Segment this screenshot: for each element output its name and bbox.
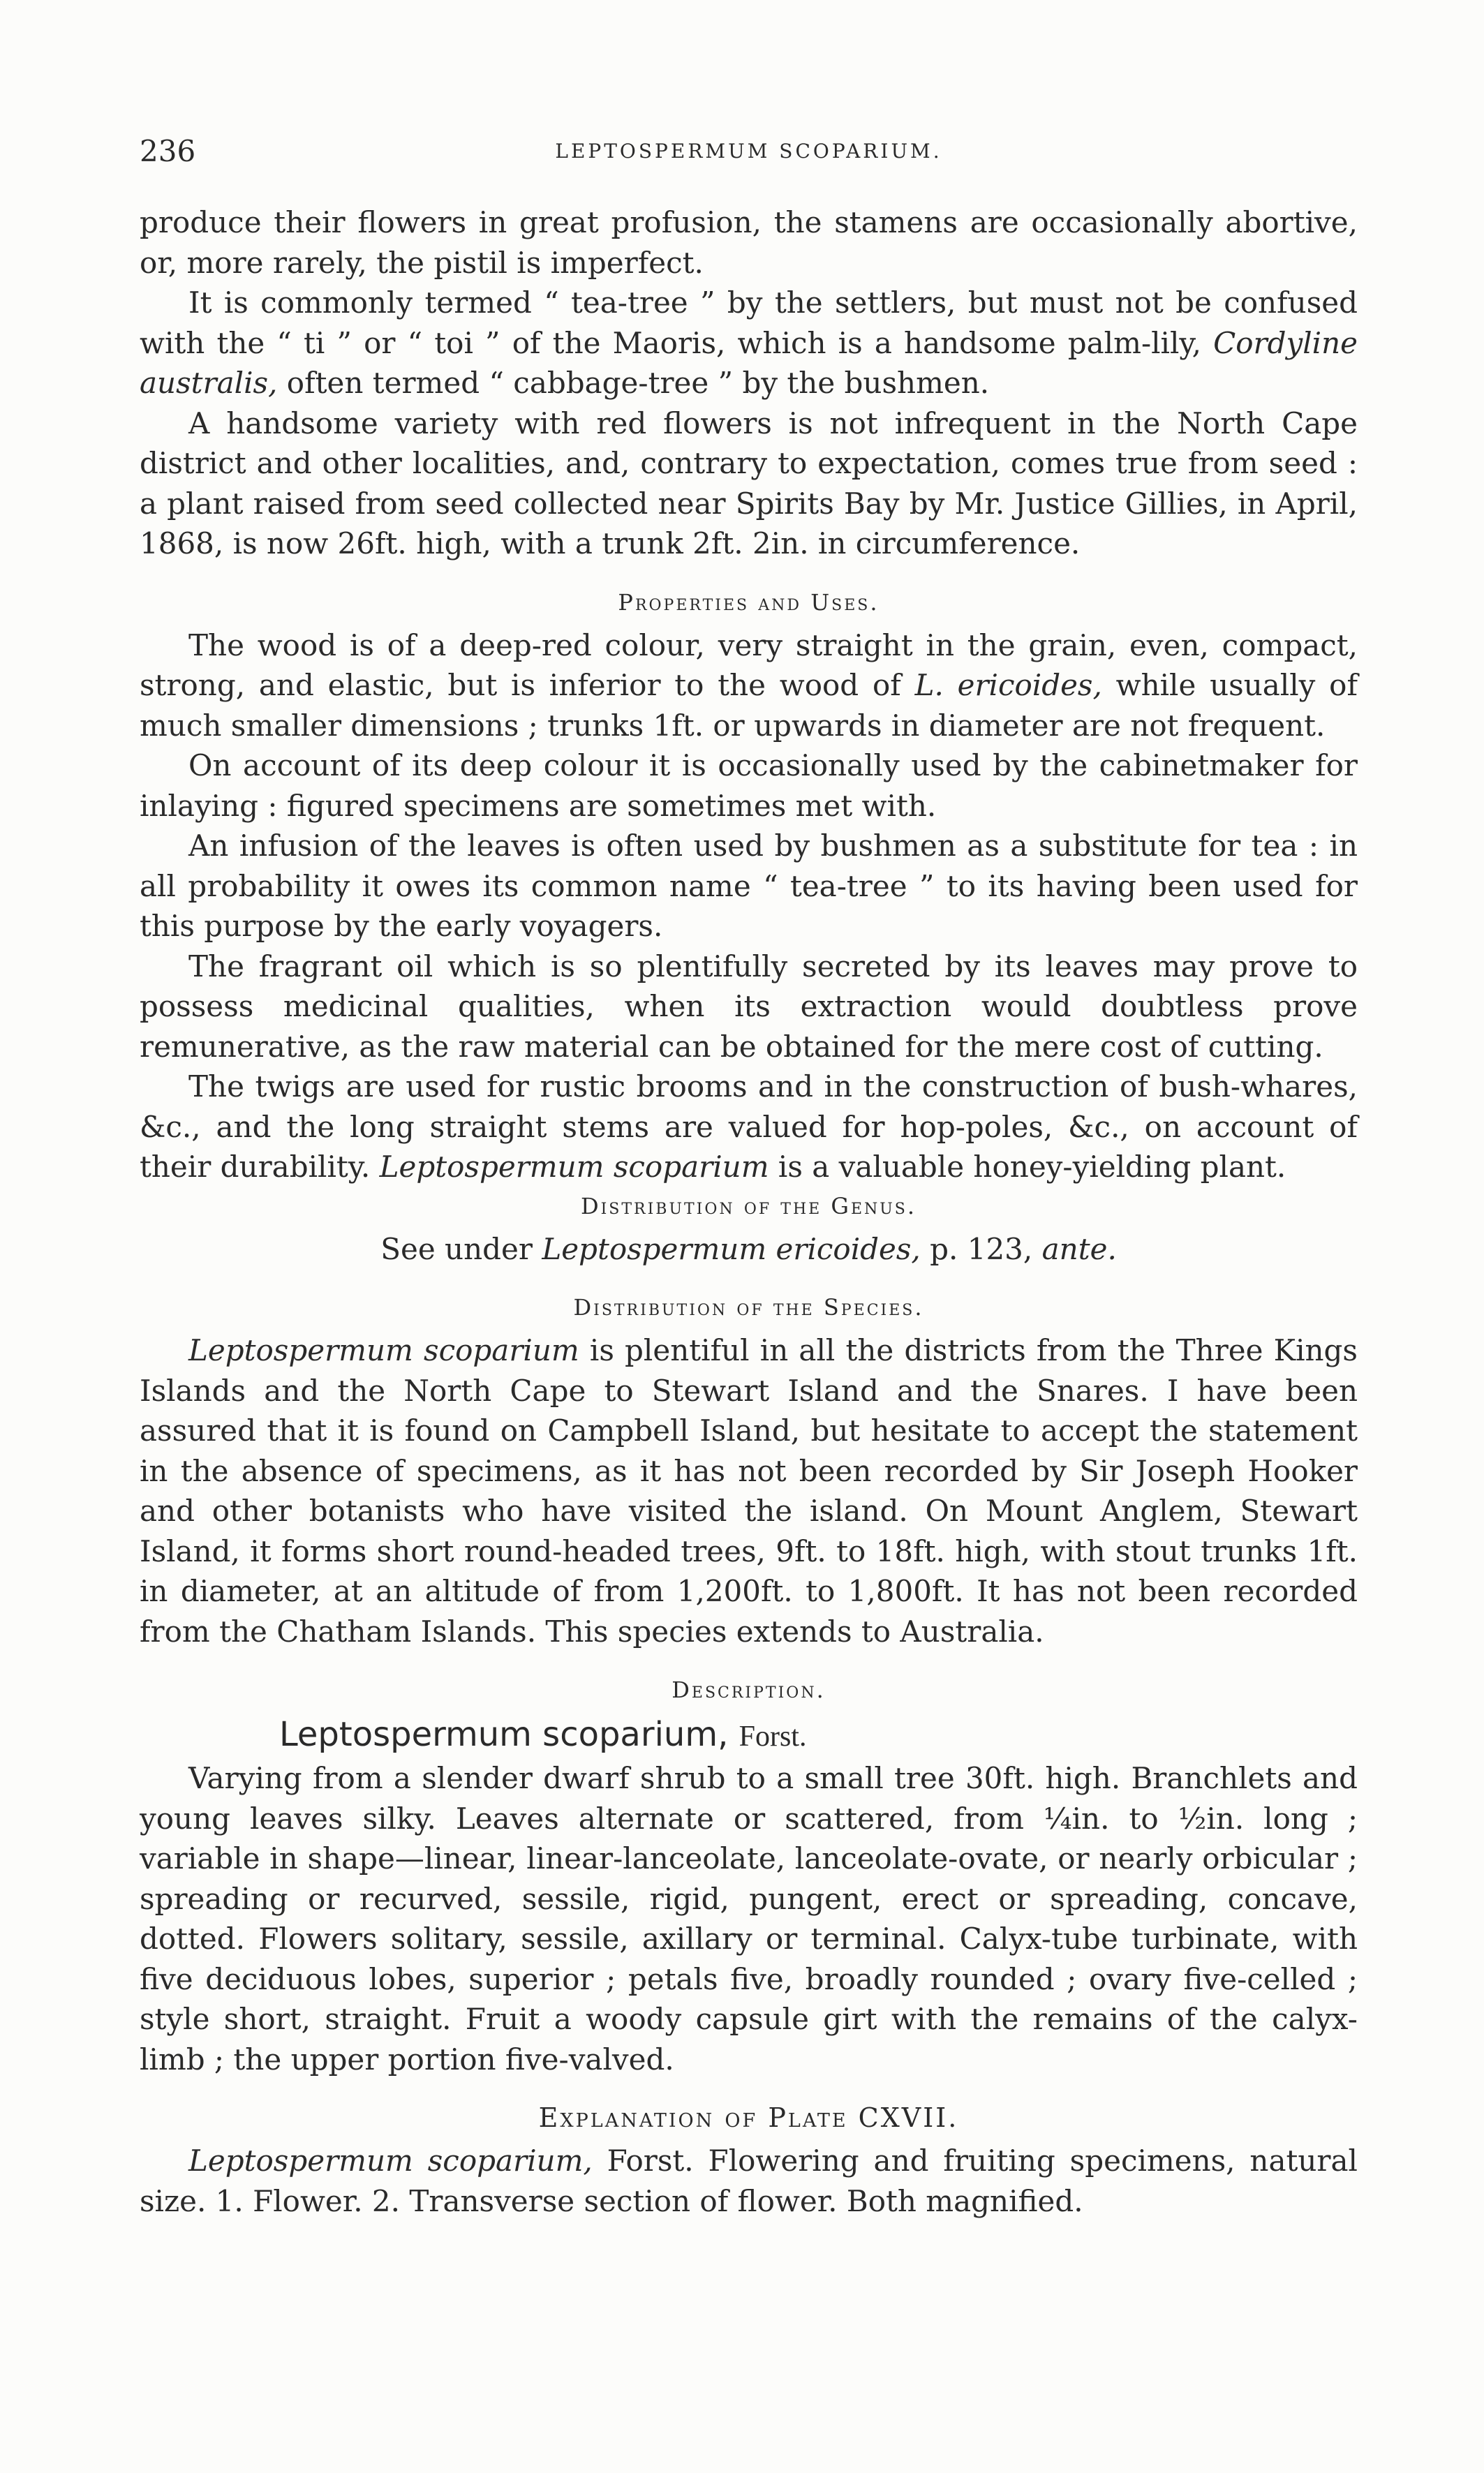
species-author: Forst. — [739, 1721, 807, 1753]
genus-reference — [140, 1229, 1358, 1270]
genus-heading: Distribution of the Genus. — [580, 1192, 917, 1219]
text-run: It is commonly termed “ tea-tree ” by the settlers, but must not be confused with the “ ti ” or “ toi ” of the Maoris, which is a handsome palm-lily, — [140, 285, 1358, 360]
page-header — [140, 134, 1358, 176]
properties-heading: Properties and Uses. — [618, 588, 880, 616]
italic-run: Cordyline australis, — [140, 325, 1358, 400]
properties-paragraph-5 — [140, 1067, 1358, 1187]
plate-heading: Explanation of Plate CXVII. — [538, 2102, 959, 2133]
properties-paragraph-1 — [140, 625, 1358, 746]
text-run: while usually of much smaller dimensions ; trunks 1ft. or upwards in diameter are not frequent. — [140, 668, 1358, 743]
description-paragraph: Varying from a slender dwarf shrub to a small tree 30ft. high. Branchlets and young leaves silky. Leaves alternate or scattered, from ¼in. to ½in. long ; variable in shape—linear, linear-lanceolate, lanceolate-ovate, or nearly orbicular ; spreading or recurved, sessile, rigid, pungent, erect or spreading, concave, dotted. Flowers solitary, sessile, axillary or terminal. Calyx-tube turbinate, with five deciduous lobes, superior ; petals five, broadly rounded ; ovary five-celled ; style short, straight. Fruit a woody capsule girt with the remains of the calyx-limb ; the upper portion five-valved. — [140, 1761, 1358, 2077]
text-run: is plentiful in all the districts from the Three Kings Islands and the North Cape to Stewart Island and the Snares. I have been assured that it is found on Campbell Island, but hesitate to accept the statement in the absence of specimens, as it has not been recorded by Sir Joseph Hooker and other botanists who have visited the island. On Mount Anglem, Stewart Island, it forms short round-headed trees, 9ft. to 18ft. high, with stout trunks 1ft. in diameter, at an altitude of from 1,200ft. to 1,800ft. It has not been recorded from the Chatham Islands. This species extends to Australia. — [140, 1333, 1358, 1649]
intro-paragraph-1: produce their flowers in great profusion, the stamens are occasionally abortive, or, more rarely, the pistil is imperfect. — [140, 205, 1358, 280]
species-title — [279, 1713, 1358, 1758]
italic-run: Leptospermum scoparium — [188, 1333, 579, 1367]
text-run: p. 123, — [930, 1231, 1033, 1266]
species-paragraph — [140, 1330, 1358, 1651]
text-run: is a valuable honey-yielding plant. — [778, 1150, 1286, 1184]
text-run: Forst. Flowering and fruiting specimens, natural size. 1. Flower. 2. Transverse section of flower. Both magnified. — [140, 2144, 1358, 2218]
species-name: Leptospermum scoparium, — [279, 1715, 729, 1754]
text-run: The twigs are used for rustic brooms and in the construction of bush-whares, &c., and the long straight stems are valued for hop-poles, &c., on account of their durability. — [140, 1069, 1358, 1184]
italic-run: ante. — [1041, 1231, 1117, 1266]
intro-paragraph-3: A handsome variety with red flowers is not infrequent in the North Cape district and other localities, and, contrary to expectation, comes true from seed : a plant raised from seed collected near Spirits Bay by Mr. Justice Gillies, in April, 1868, is now 26ft. high, with a trunk 2ft. 2in. in circumference. — [140, 406, 1358, 560]
text-run: See under — [380, 1231, 533, 1266]
properties-paragraph-2: On account of its deep colour it is occasionally used by the cabinetmaker for inlaying : figured specimens are sometimes met with. — [140, 748, 1358, 823]
text-run: often termed “ cabbage-tree ” by the bushmen. — [286, 366, 990, 400]
properties-paragraph-3: An infusion of the leaves is often used by bushmen as a substitute for tea : in all probability it owes its common name “ tea-tree ” to its having been used for this purpose by the early voyagers. — [140, 829, 1358, 943]
properties-paragraph-4: The fragrant oil which is so plentifully secreted by its leaves may prove to possess medicinal qualities, when its extraction would doubtless prove remunerative, as the raw material can be obtained for the mere cost of cutting. — [140, 949, 1358, 1064]
italic-run: Leptospermum scoparium — [379, 1150, 769, 1184]
page-number: 236 — [140, 134, 196, 168]
species-heading: Distribution of the Species. — [573, 1294, 924, 1321]
description-heading: Description. — [671, 1677, 826, 1703]
plate-paragraph — [140, 2141, 1358, 2221]
italic-run: Leptospermum scoparium, — [188, 2144, 593, 2178]
running-title: LEPTOSPERMUM SCOPARIUM. — [555, 140, 942, 163]
italic-run: Leptospermum ericoides, — [542, 1231, 921, 1266]
page-body — [140, 202, 1358, 2221]
italic-run: L. ericoides, — [914, 668, 1102, 702]
intro-paragraph-2 — [140, 283, 1358, 403]
text-run: The wood is of a deep-red colour, very straight in the grain, even, compact, strong, and elastic, but is inferior to the wood of — [140, 627, 1358, 702]
